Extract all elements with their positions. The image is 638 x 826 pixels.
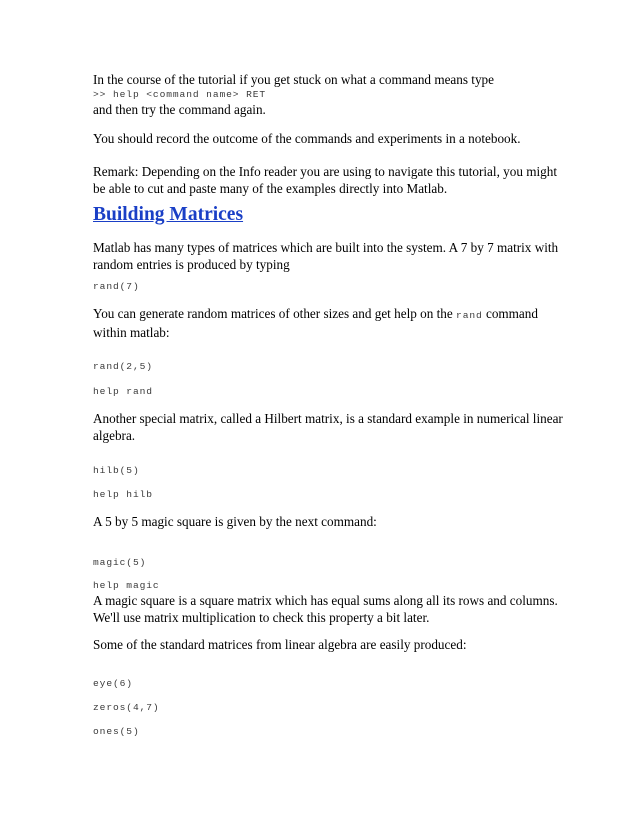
matrix-types-line-1: Matlab has many types of matrices which are built into the system. A 7 by 7 matrix with — [93, 240, 559, 255]
hilbert-paragraph — [93, 410, 563, 444]
rand-inline-code: rand — [456, 310, 483, 321]
magic-square-paragraph — [93, 592, 558, 626]
help-command-code: >> help <command name> RET — [93, 89, 267, 100]
random-matrices-paragraph — [93, 305, 553, 341]
code-hilb-5: hilb(5) — [93, 465, 140, 476]
code-eye-6: eye(6) — [93, 678, 133, 689]
code-help-rand: help rand — [93, 386, 153, 397]
intro-line-1: In the course of the tutorial if you get stuck on what a command means type — [93, 72, 495, 87]
hilbert-line-2: algebra. — [93, 428, 136, 443]
random-matrices-line-2: within matlab: — [93, 325, 170, 340]
intro-paragraph — [93, 71, 553, 118]
random-matrices-text-after: command — [482, 306, 538, 321]
random-matrices-line-1 — [93, 305, 553, 324]
remark-line-2: be able to cut and paste many of the examples directly into Matlab. — [93, 181, 448, 196]
remark-line-1: Remark: Depending on the Info reader you are using to navigate this tutorial, you might — [93, 164, 558, 179]
matrix-types-line-2: random entries is produced by typing — [93, 257, 290, 272]
random-matrices-text-before: You can generate random matrices of other sizes and get help on the — [93, 306, 457, 321]
magic-square-line-1: A magic square is a square matrix which has equal sums along all its rows and columns. — [93, 593, 558, 608]
record-note-paragraph: You should record the outcome of the commands and experiments in a notebook. — [93, 131, 521, 146]
code-ones-5: ones(5) — [93, 726, 140, 737]
code-rand-7: rand(7) — [93, 281, 140, 292]
code-help-hilb: help hilb — [93, 489, 153, 500]
code-zeros-4-7: zeros(4,7) — [93, 702, 160, 713]
matrix-types-paragraph — [93, 239, 559, 273]
code-rand-2-5: rand(2,5) — [93, 361, 153, 372]
magic-square-line-2: We'll use matrix multiplication to check this property a bit later. — [93, 610, 430, 625]
hilbert-line-1: Another special matrix, called a Hilbert matrix, is a standard example in numerical linear — [93, 411, 563, 426]
remark-paragraph — [93, 163, 558, 197]
code-help-magic: help magic — [93, 580, 160, 591]
magic-intro-paragraph: A 5 by 5 magic square is given by the next command: — [93, 514, 377, 529]
standard-matrices-paragraph: Some of the standard matrices from linear algebra are easily produced: — [93, 637, 467, 652]
code-magic-5: magic(5) — [93, 557, 147, 568]
intro-line-2: and then try the command again. — [93, 102, 266, 117]
section-heading-building-matrices[interactable]: Building Matrices — [93, 204, 244, 225]
